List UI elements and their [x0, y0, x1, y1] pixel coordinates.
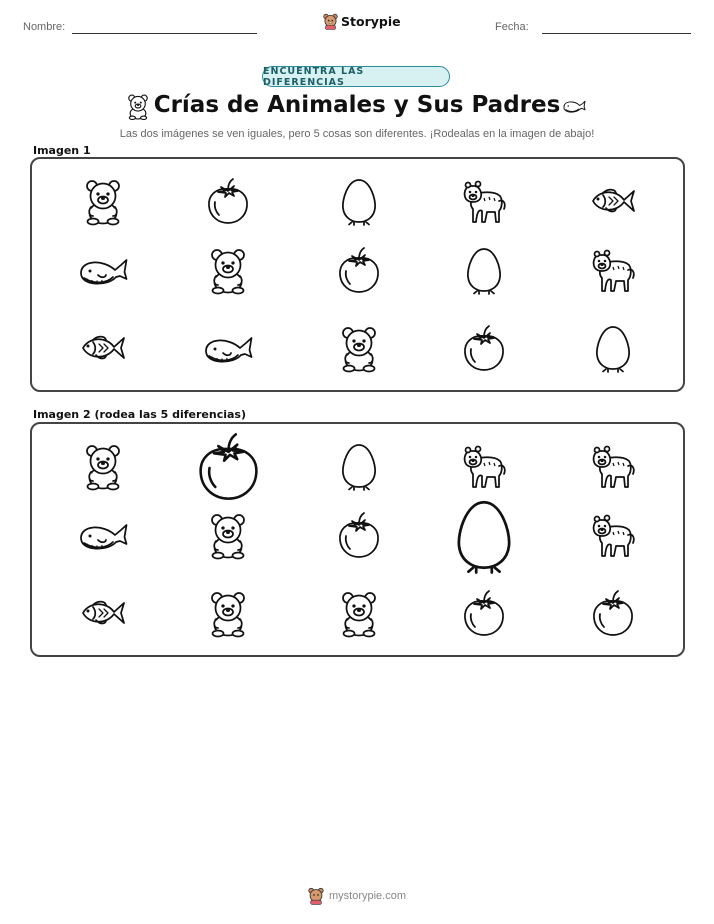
whale-icon: [557, 94, 591, 118]
tomato-icon[interactable]: [203, 176, 253, 226]
bear-icon[interactable]: [334, 323, 384, 373]
bear-icon[interactable]: [203, 510, 253, 560]
tomato-icon[interactable]: [192, 430, 265, 503]
activity-badge: ENCUENTRA LAS DIFERENCIAS: [262, 66, 450, 87]
whale-icon[interactable]: [203, 323, 253, 373]
name-line[interactable]: [72, 33, 257, 34]
brand-name: Storypie: [341, 14, 401, 29]
tomato-icon[interactable]: [334, 245, 384, 295]
page-title: Crías de Animales y Sus Padres: [153, 92, 561, 118]
egg-icon[interactable]: [334, 176, 384, 226]
whale-icon[interactable]: [78, 510, 128, 560]
image2-panel[interactable]: [30, 422, 685, 657]
image1-panel: [30, 157, 685, 392]
storypie-logo: [323, 13, 401, 30]
fish-icon[interactable]: [78, 588, 128, 638]
fish-icon[interactable]: [588, 176, 638, 226]
bear-logo-icon: [323, 13, 338, 30]
footer: [0, 887, 714, 905]
egg-icon[interactable]: [459, 245, 509, 295]
date-line[interactable]: [542, 33, 691, 34]
tomato-icon[interactable]: [588, 588, 638, 638]
bear-icon[interactable]: [334, 588, 384, 638]
egg-icon[interactable]: [445, 496, 523, 574]
bear-logo-icon: [308, 887, 324, 905]
tomato-icon[interactable]: [334, 510, 384, 560]
fish-icon[interactable]: [78, 323, 128, 373]
tomato-icon[interactable]: [459, 588, 509, 638]
egg-icon[interactable]: [334, 441, 384, 491]
image1-grid: [32, 159, 683, 390]
instructions: Las dos imágenes se ven iguales, pero 5 cosas son diferentes. ¡Rodealas en la imagen de abajo!: [119, 128, 595, 140]
lion-cub-icon[interactable]: [459, 176, 509, 226]
image2-grid: [32, 424, 683, 655]
image2-label: Imagen 2 (rodea las 5 diferencias): [33, 408, 247, 421]
whale-icon[interactable]: [78, 245, 128, 295]
date-label: Fecha:: [495, 21, 529, 33]
lion-cub-icon[interactable]: [588, 441, 638, 491]
bear-icon[interactable]: [78, 441, 128, 491]
bear-icon[interactable]: [78, 176, 128, 226]
lion-cub-icon[interactable]: [588, 510, 638, 560]
tomato-icon[interactable]: [459, 323, 509, 373]
bear-icon[interactable]: [203, 245, 253, 295]
name-label: Nombre:: [23, 21, 66, 33]
egg-icon[interactable]: [588, 323, 638, 373]
lion-cub-icon[interactable]: [588, 245, 638, 295]
footer-url: mystorypie.com: [328, 890, 407, 902]
lion-cub-icon[interactable]: [459, 441, 509, 491]
image1-label: Imagen 1: [33, 144, 91, 157]
bear-icon[interactable]: [203, 588, 253, 638]
